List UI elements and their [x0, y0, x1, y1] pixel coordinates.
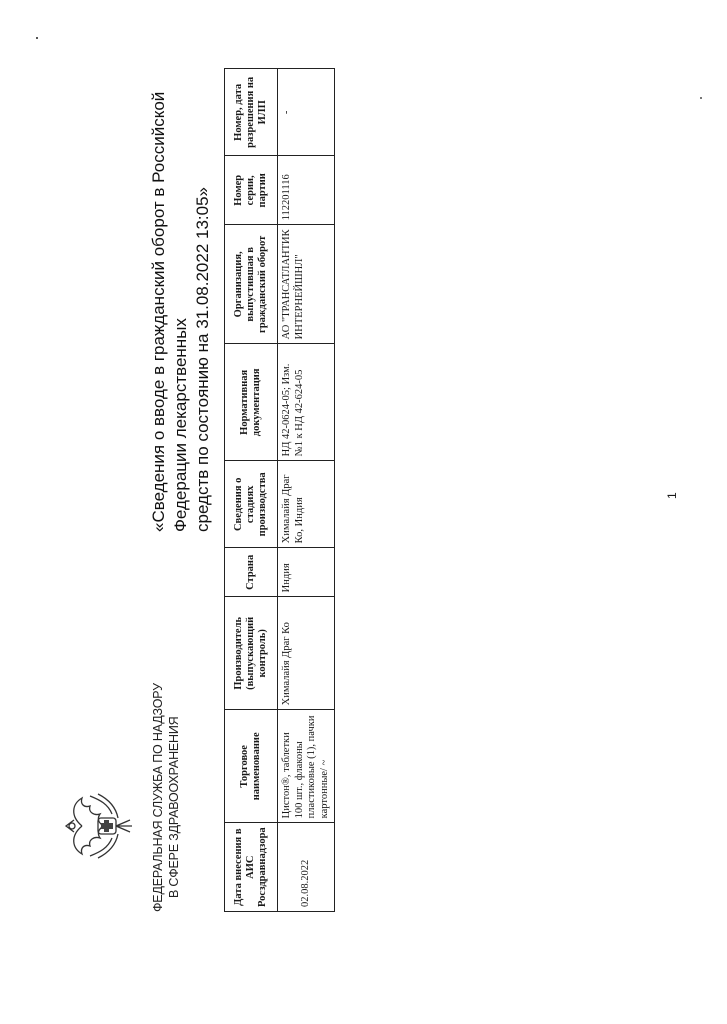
- column-header: Страна: [225, 548, 278, 597]
- column-header: Номер серии, партии: [225, 156, 278, 225]
- title-line-2: средств по состоянию на 31.08.2022 13:05»: [193, 186, 212, 532]
- cell-production-stages: Хималайя Драг Ко, Индия: [278, 461, 335, 548]
- column-header: Производитель (выпускающий контроль): [225, 597, 278, 710]
- cell-manufacturer: Хималайя Драг Ко: [278, 597, 335, 710]
- double-headed-eagle-emblem-icon: [60, 786, 140, 866]
- cell-organization: АО "ТРАНСАТЛАНТИК ИНТЕРНЕЙШНЛ": [278, 225, 335, 344]
- registry-table: [224, 68, 335, 912]
- cell-trade-name: Цистон®, таблетки 100 шт., флаконы пластиковые (1), пачки картонные/ ~: [278, 710, 335, 823]
- table-row: [278, 69, 335, 912]
- cell-date: 02.08.2022: [278, 823, 335, 912]
- column-header: Организация, выпустившая в гражданский оборот: [225, 225, 278, 344]
- column-header: Дата внесения в АИС Росздравнадзора: [225, 823, 278, 912]
- cell-country: Индия: [278, 548, 335, 597]
- agency-name: [150, 683, 182, 912]
- page-number: 1: [665, 492, 679, 499]
- title-line-1: «Сведения о вводе в гражданский оборот в Российской Федерации лекарственных: [149, 91, 190, 532]
- column-header: Номер, дата разрешения на ИЛП: [225, 69, 278, 156]
- cell-regulatory-docs: НД 42-0624-05; Изм. №1 к НД 42-624-05: [278, 344, 335, 461]
- cell-batch-number: 112201116: [278, 156, 335, 225]
- agency-line-1: ФЕДЕРАЛЬНАЯ СЛУЖБА ПО НАДЗОРУ: [151, 683, 165, 912]
- scan-speck: [700, 97, 702, 99]
- column-header: Сведения о стадиях производства: [225, 461, 278, 548]
- table-header-row: [225, 69, 278, 912]
- column-header: Торговое наименование: [225, 710, 278, 823]
- agency-line-2: В СФЕРЕ ЗДРАВООХРАНЕНИЯ: [167, 716, 181, 898]
- cell-permit: -: [278, 69, 335, 156]
- column-header: Нормативная документация: [225, 344, 278, 461]
- scan-speck: [36, 37, 38, 39]
- document-title: [148, 12, 214, 532]
